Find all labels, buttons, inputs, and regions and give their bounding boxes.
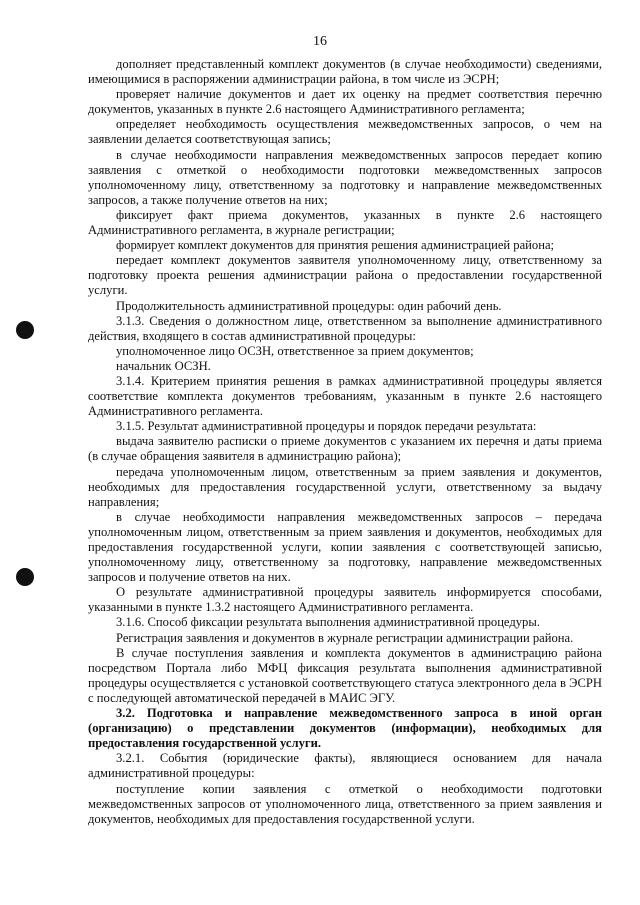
page-number: 16 — [313, 34, 327, 49]
paragraph: дополняет представленный комплект документов (в случае необходимости) сведениями, имеющимися в распоряжении администрации района, в том числе из ЭСРН; — [88, 57, 602, 87]
paragraph: в случае необходимости направления межведомственных запросов передает копию заявления с отметкой о необходимости подготовки межведомственных запросов уполномоченному лицу, ответственному за подготовку и направление межведомственных запросов, а также получение ответов на них; — [88, 147, 602, 207]
paragraph: 3.1.4. Критерием принятия решения в рамках административной процедуры является соответствие комплекта документов требованиям, указанным в пункте 2.6 настоящего Административного регламента. — [88, 373, 602, 419]
paragraph: проверяет наличие документов и дает их оценку на предмет соответствия перечню документов, указанных в пункте 2.6 настоящего Административного регламента; — [88, 87, 602, 117]
paragraph: 3.1.6. Способ фиксации результата выполнения административной процедуры. — [116, 615, 540, 630]
paragraph: в случае необходимости направления межведомственных запросов – передача уполномоченным лицом, ответственным за прием заявления и документов, необходимых для предоставления государственной услуги, копии заявления с соответствующей записью, уполномоченному лицу, ответственному за подготовку, направление межведомственных запросов и получение ответов на них. — [88, 509, 602, 585]
paragraph: формирует комплект документов для принятия решения администрацией района; — [116, 238, 555, 253]
paragraph: О результате административной процедуры заявитель информируется способами, указанными в пункте 1.3.2 настоящего Административного регламента. — [88, 585, 602, 615]
paragraph: передает комплект документов заявителя уполномоченному лицу, ответственному за подготовку проекта решения администрации района о предоставлении государственной услуги. — [88, 253, 602, 298]
section-heading: 3.2. Подготовка и направление межведомственного запроса в иной орган (организацию) о представлении документов (информации), необходимых для предоставления государственной услуги. — [88, 706, 602, 751]
paragraph: Регистрация заявления и документов в журнале регистрации администрации района. — [116, 630, 574, 645]
document-body — [88, 57, 602, 827]
punch-hole — [16, 321, 34, 339]
paragraph: В случае поступления заявления и комплекта документов в администрацию района посредством Портала либо МФЦ фиксация результата выполнения административной процедуры осуществляется с установкой соответствующего статуса электронного дела в ЭСРН с последующей автоматической передачей в МАИС ЭГУ. — [88, 645, 602, 705]
paragraph: уполномоченное лицо ОСЗН, ответственное за прием документов; — [116, 343, 474, 358]
paragraph: 3.2.1. События (юридические факты), являющиеся основанием для начала административной процедуры: — [88, 751, 602, 781]
punch-hole — [16, 568, 34, 586]
paragraph: фиксирует факт приема документов, указанных в пункте 2.6 настоящего Административного регламента, в журнале регистрации; — [88, 207, 602, 238]
paragraph: 3.1.5. Результат административной процедуры и порядок передачи результата: — [116, 419, 537, 434]
paragraph: передача уполномоченным лицом, ответственным за прием заявления и документов, необходимых для предоставления государственной услуги, ответственному за выдачу направления; — [88, 464, 602, 509]
paragraph: поступление копии заявления с отметкой о необходимости подготовки межведомственных запросов от уполномоченного лица, ответственного за прием заявления и документов, необходимых для предоставления государственной услуги. — [88, 781, 602, 826]
paragraph: выдача заявителю расписки о приеме документов с указанием их перечня и даты приема (в случае обращения заявителя в администрацию района); — [88, 434, 602, 464]
paragraph: начальник ОСЗН. — [116, 358, 211, 373]
paragraph: 3.1.3. Сведения о должностном лице, ответственном за выполнение административного действия, входящего в состав административной процедуры: — [88, 313, 602, 343]
paragraph: определяет необходимость осуществления межведомственных запросов, о чем на заявлении делается соответствующая запись; — [88, 117, 602, 147]
paragraph: Продолжительность административной процедуры: один рабочий день. — [116, 298, 502, 313]
